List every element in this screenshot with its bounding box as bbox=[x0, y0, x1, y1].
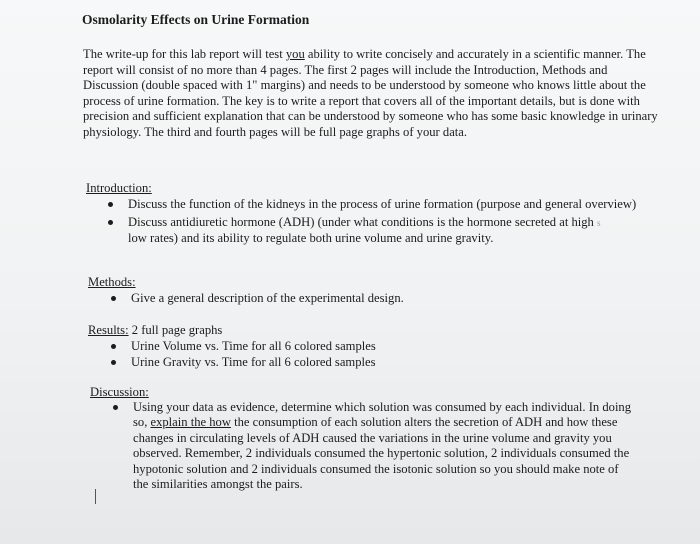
list-item bbox=[107, 355, 607, 371]
introduction-list bbox=[104, 197, 644, 247]
text-cursor bbox=[95, 489, 96, 504]
document-title: Osmolarity Effects on Urine Formation bbox=[82, 12, 310, 27]
list-item bbox=[107, 339, 607, 355]
results-heading: Results: bbox=[88, 323, 129, 337]
faint-mark: s bbox=[597, 217, 601, 228]
methods-item-1: Give a general description of the experimental design. bbox=[131, 291, 404, 305]
methods-heading: Methods: bbox=[88, 275, 136, 289]
introduction-item-1: Discuss the function of the kidneys in the process of urine formation (purpose and general overview) bbox=[128, 197, 637, 211]
intro-you: you bbox=[285, 47, 305, 61]
results-heading-line bbox=[88, 323, 222, 338]
results-list bbox=[107, 339, 607, 370]
discussion-list bbox=[109, 400, 637, 492]
discussion-text-1: Using your data as evidence, determine which solution was consumed by each individual. In doing so, bbox=[133, 400, 632, 430]
discussion-heading: Discussion: bbox=[90, 385, 149, 399]
discussion-explain: explain the how bbox=[150, 415, 231, 430]
introduction-heading: Introduction: bbox=[86, 181, 152, 195]
list-item bbox=[107, 291, 627, 307]
list-item bbox=[104, 215, 644, 247]
intro-paragraph bbox=[83, 47, 658, 141]
results-item-2: Urine Gravity vs. Time for all 6 colored samples bbox=[131, 354, 376, 369]
results-heading-rest: 2 full page graphs bbox=[128, 323, 223, 337]
intro-text-1: The write-up for this lab report will test bbox=[83, 47, 286, 61]
list-item bbox=[104, 197, 644, 213]
introduction-item-2-cont: low rates) and its ability to regulate both urine volume and urine gravity. bbox=[128, 231, 494, 246]
intro-text-2: ability to write concisely and accurately in a scientific manner. The report will consist of no more than 4 pages. The first 2 pages will include the Introduction, Methods and Discussion (double spaced with 1" margins) and needs to be understood by someone who knows little about the process of urine formation. The key is to write a report that covers all of the important details, but is done with precision and sufficient explanation that can be understood by someone who has some basic knowledge in urinary physiology. The third and fourth pages will be full page graphs of your data. bbox=[83, 47, 658, 139]
introduction-item-2: Discuss antidiuretic hormone (ADH) (under what conditions is the hormone secreted at high bbox=[128, 214, 594, 229]
methods-list bbox=[107, 291, 627, 307]
results-item-1: Urine Volume vs. Time for all 6 colored samples bbox=[131, 339, 376, 353]
list-item bbox=[109, 400, 637, 492]
discussion-text-2: the consumption of each solution alters the secretion of ADH and how these changes in circulating levels of ADH caused the variations in the urine volume and gravity you observed. Remember, 2 individuals consumed the hypertonic solution, 2 individuals consumed the hypotonic solution and 2 individuals consumed the isotonic solution so you should make note of the similarities amongst the pairs. bbox=[133, 415, 630, 492]
